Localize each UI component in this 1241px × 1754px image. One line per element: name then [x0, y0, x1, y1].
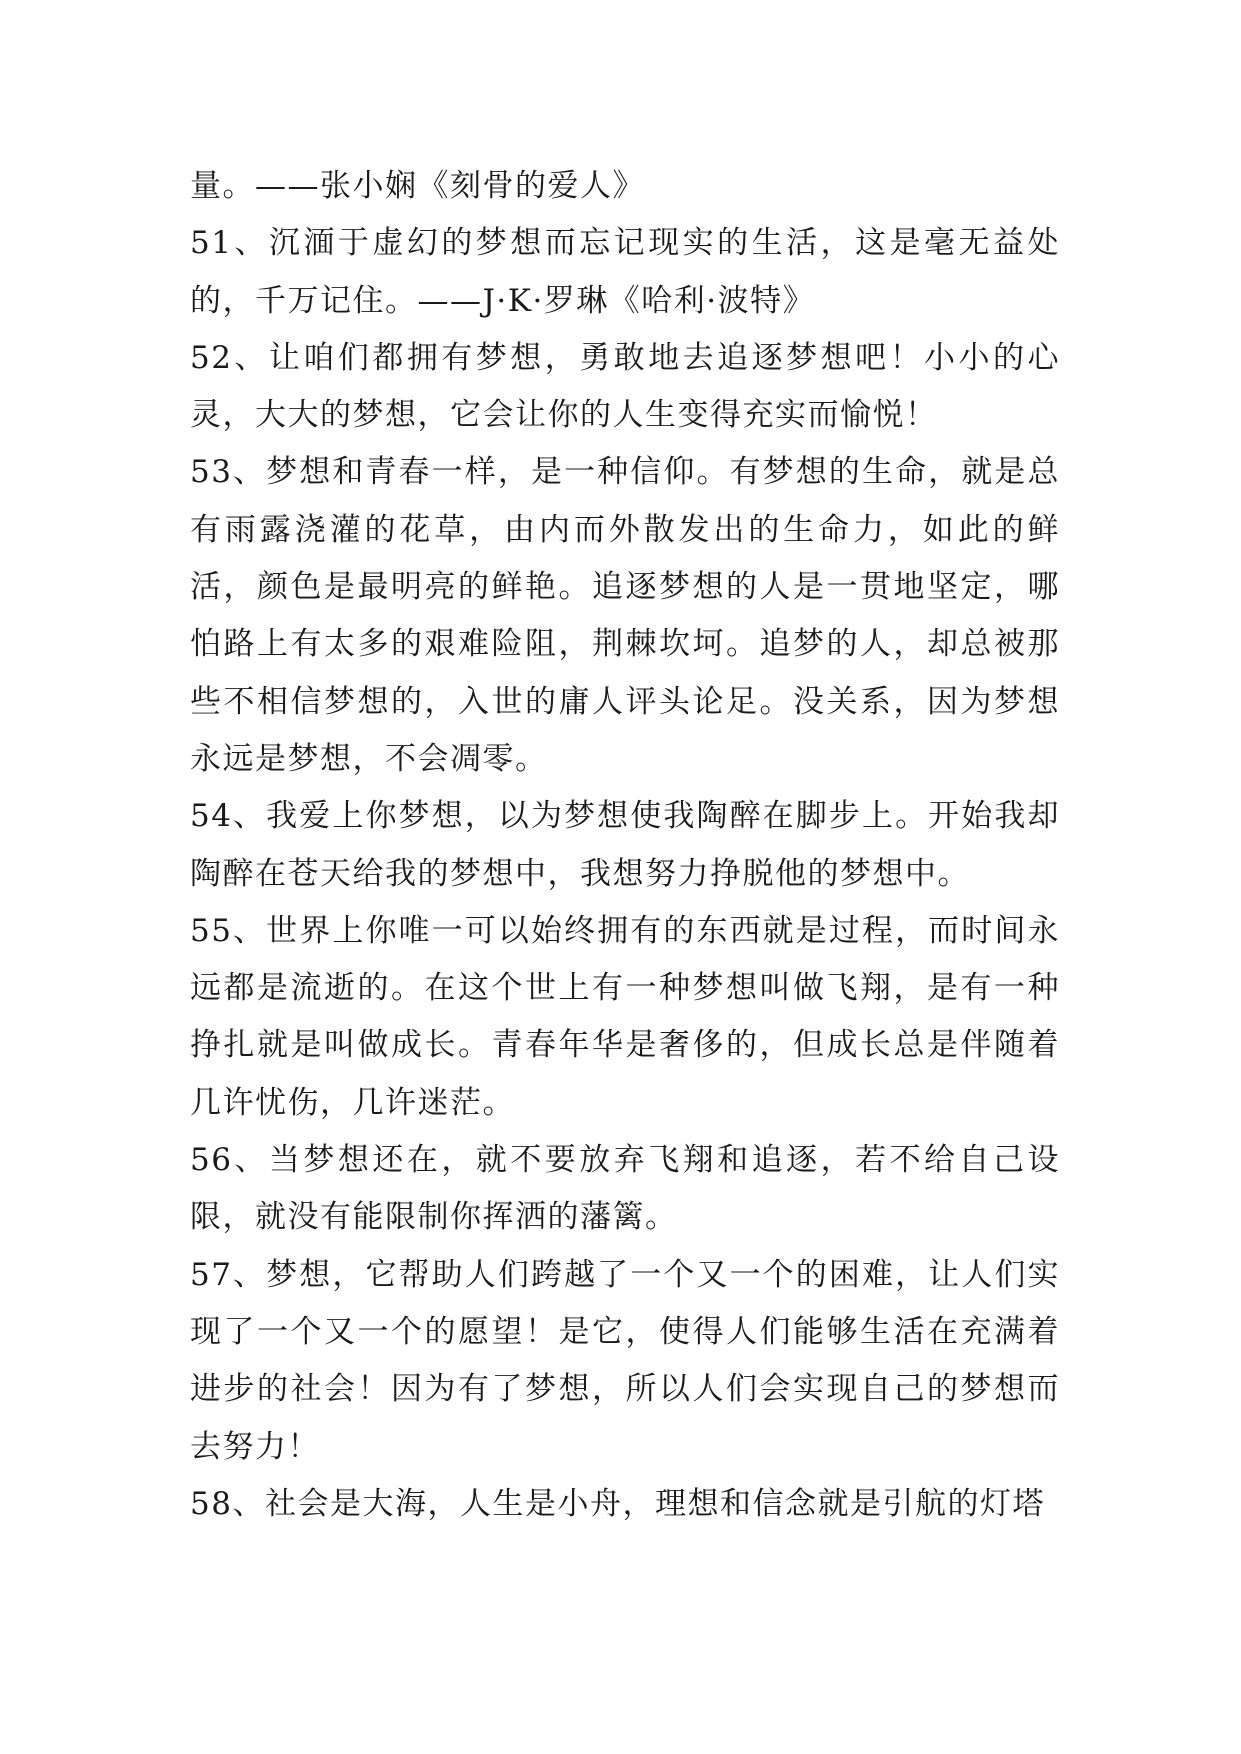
paragraph-53: 53、梦想和青春一样，是一种信仰。有梦想的生命，就是总有雨露浇灌的花草，由内而外散发出的生命力，如此的鲜活，颜色是最明亮的鲜艳。追逐梦想的人是一贯地坚定，哪怕路上有太多的艰难险阻，荆棘坎坷。追梦的人，却总被那些不相信梦想的，入世的庸人评头论足。没关系，因为梦想永远是梦想，不会凋零。	[190, 454, 1060, 777]
paragraph-54: 54、我爱上你梦想，以为梦想使我陶醉在脚步上。开始我却陶醉在苍天给我的梦想中，我想努力挣脱他的梦想中。	[190, 798, 1060, 892]
paragraph-quote-end: 量。——张小娴《刻骨的爱人》	[190, 168, 645, 204]
paragraph-56: 56、当梦想还在，就不要放弃飞翔和追逐，若不给自己设限，就没有能限制你挥洒的藩篱。	[190, 1142, 1060, 1236]
document-page	[190, 158, 1060, 1533]
paragraph-57: 57、梦想，它帮助人们跨越了一个又一个的困难，让人们实现了一个又一个的愿望！是它，使得人们能够生活在充满着进步的社会！因为有了梦想，所以人们会实现自己的梦想而去努力！	[190, 1256, 1060, 1465]
paragraph-58: 58、社会是大海，人生是小舟，理想和信念就是引航的灯塔	[190, 1485, 1045, 1522]
paragraph-55: 55、世界上你唯一可以始终拥有的东西就是过程，而时间永远都是流逝的。在这个世上有一种梦想叫做飞翔，是有一种挣扎就是叫做成长。青春年华是奢侈的，但成长总是伴随着几许忧伤，几许迷茫。	[190, 912, 1060, 1121]
paragraph-52: 52、让咱们都拥有梦想，勇敢地去追逐梦想吧！小小的心灵，大大的梦想，它会让你的人生变得充实而愉悦！	[190, 339, 1060, 434]
paragraph-51: 51、沉湎于虚幻的梦想而忘记现实的生活，这是毫无益处的，千万记住。——J·K·罗琳《哈利·波特》	[190, 225, 1060, 319]
